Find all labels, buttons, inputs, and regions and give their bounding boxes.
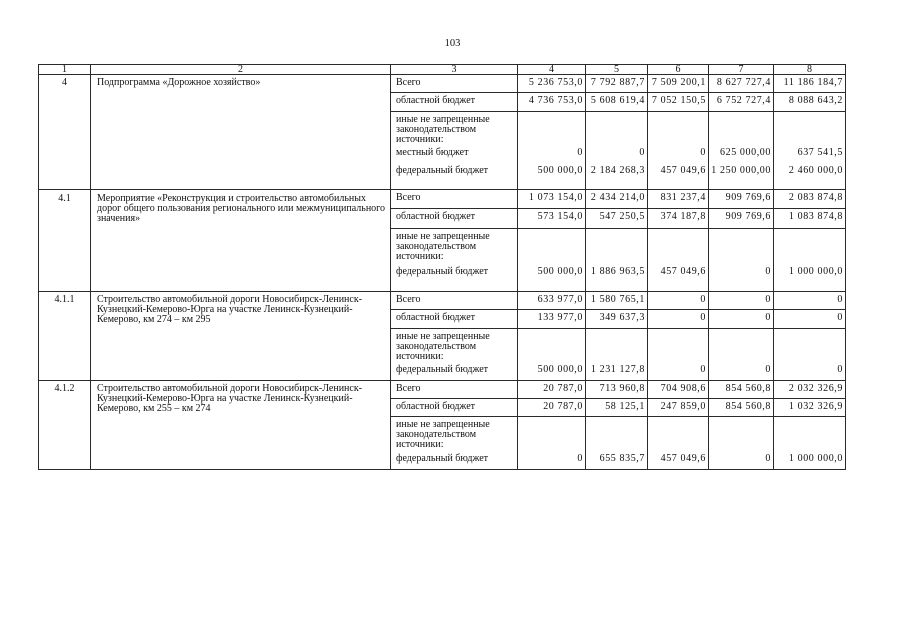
empty-cell — [648, 112, 709, 147]
regional-budget-label: областной бюджет — [391, 398, 518, 416]
other-sources-label-line: законодательством — [396, 241, 477, 252]
value-col-8: 1 000 000,0 — [774, 451, 846, 469]
value-col-7: 625 000,00 — [709, 147, 774, 163]
header-col-3: 3 — [391, 65, 518, 75]
group-number: 4.1 — [39, 190, 91, 292]
empty-cell — [518, 229, 586, 264]
value-col-5: 655 835,7 — [586, 451, 648, 469]
value-col-5: 349 637,3 — [586, 310, 648, 329]
local-budget-label: местный бюджет — [391, 147, 518, 163]
group-title-line: значения» — [97, 213, 141, 224]
value-col-8: 2 032 326,9 — [774, 380, 846, 398]
other-sources-label-line: законодательством — [396, 124, 477, 135]
other-sources-label-line: иные не запрещенные — [396, 418, 490, 430]
value-col-6: 247 859,0 — [648, 398, 709, 416]
regional-budget-label: областной бюджет — [391, 310, 518, 329]
empty-cell — [774, 112, 846, 147]
table-row — [39, 292, 846, 310]
federal-budget-label: федеральный бюджет — [391, 451, 518, 469]
header-col-1: 1 — [39, 65, 91, 75]
group-title-line: Кемерово, км 255 – км 274 — [97, 402, 211, 414]
other-sources-label-line: иные не запрещенные — [396, 114, 490, 125]
empty-cell — [586, 229, 648, 264]
value-col-4: 20 787,0 — [518, 380, 586, 398]
value-col-6: 0 — [648, 147, 709, 163]
value-col-5: 1 231 127,8 — [586, 362, 648, 380]
group-title — [91, 292, 391, 381]
value-col-5: 1 580 765,1 — [586, 292, 648, 310]
other-sources-label-line: источники: — [396, 134, 444, 145]
value-col-5: 5 608 619,4 — [586, 93, 648, 112]
empty-cell — [709, 329, 774, 363]
empty-cell — [709, 416, 774, 451]
group-title — [91, 190, 391, 292]
empty-cell — [709, 229, 774, 264]
value-col-4: 573 154,0 — [518, 209, 586, 229]
table-row — [39, 190, 846, 209]
total-label: Всего — [391, 380, 518, 398]
empty-cell — [586, 329, 648, 363]
group-number: 4.1.2 — [39, 380, 91, 469]
value-col-7: 0 — [709, 310, 774, 329]
value-col-5: 0 — [586, 147, 648, 163]
total-label: Всего — [391, 75, 518, 93]
value-col-6: 831 237,4 — [648, 190, 709, 209]
value-col-8: 11 186 184,7 — [774, 75, 846, 93]
value-col-8: 2 460 000,0 — [774, 163, 846, 190]
group-title-line: Кемерово, км 274 – км 295 — [97, 314, 211, 325]
federal-budget-label: федеральный бюджет — [391, 264, 518, 292]
value-col-6: 374 187,8 — [648, 209, 709, 229]
value-col-8: 0 — [774, 292, 846, 310]
value-col-7: 0 — [709, 264, 774, 292]
group-number: 4 — [39, 75, 91, 190]
value-col-4: 4 736 753,0 — [518, 93, 586, 112]
value-col-7: 854 560,8 — [709, 380, 774, 398]
other-sources-label-line: источники: — [396, 351, 444, 362]
value-col-4: 0 — [518, 147, 586, 163]
group-title-line: Мероприятие «Реконструкция и строительство автомобильных — [97, 193, 366, 204]
empty-cell — [518, 329, 586, 363]
value-col-8: 637 541,5 — [774, 147, 846, 163]
value-col-6: 0 — [648, 292, 709, 310]
group-title-line: Кузнецкий-Кемерово-Юрга на участке Ленинск-Кузнецкий- — [97, 304, 353, 315]
regional-budget-label: областной бюджет — [391, 209, 518, 229]
empty-cell — [518, 416, 586, 451]
value-col-8: 0 — [774, 310, 846, 329]
value-col-5: 7 792 887,7 — [586, 75, 648, 93]
empty-cell — [774, 329, 846, 363]
value-col-6: 457 049,6 — [648, 264, 709, 292]
other-sources-label-line: иные не запрещенные — [396, 331, 490, 342]
value-col-4: 133 977,0 — [518, 310, 586, 329]
value-col-4: 500 000,0 — [518, 264, 586, 292]
federal-budget-label: федеральный бюджет — [391, 163, 518, 190]
page-number: 103 — [444, 38, 461, 49]
value-col-8: 8 088 643,2 — [774, 93, 846, 112]
empty-cell — [586, 416, 648, 451]
empty-cell — [648, 329, 709, 363]
header-col-4: 4 — [518, 65, 586, 75]
value-col-8: 1 000 000,0 — [774, 264, 846, 292]
regional-budget-label: областной бюджет — [391, 93, 518, 112]
other-sources-label — [391, 329, 518, 363]
value-col-7: 0 — [709, 362, 774, 380]
value-col-6: 704 908,6 — [648, 380, 709, 398]
group-title-line: Подпрограмма «Дорожное хозяйство» — [97, 77, 261, 88]
empty-cell — [709, 112, 774, 147]
empty-cell — [586, 112, 648, 147]
group-number: 4.1.1 — [39, 292, 91, 381]
header-col-8: 8 — [774, 65, 846, 75]
value-col-8: 1 032 326,9 — [774, 398, 846, 416]
value-col-4: 5 236 753,0 — [518, 75, 586, 93]
table-row — [39, 380, 846, 398]
total-label: Всего — [391, 190, 518, 209]
header-col-6: 6 — [648, 65, 709, 75]
other-sources-label — [391, 112, 518, 147]
empty-cell — [518, 112, 586, 147]
value-col-7: 8 627 727,4 — [709, 75, 774, 93]
value-col-5: 713 960,8 — [586, 380, 648, 398]
value-col-4: 20 787,0 — [518, 398, 586, 416]
table-row — [39, 75, 846, 93]
value-col-5: 547 250,5 — [586, 209, 648, 229]
value-col-4: 1 073 154,0 — [518, 190, 586, 209]
empty-cell — [774, 416, 846, 451]
value-col-7: 909 769,6 — [709, 209, 774, 229]
other-sources-label-line: иные не запрещенные — [396, 231, 490, 242]
value-col-4: 633 977,0 — [518, 292, 586, 310]
header-col-7: 7 — [709, 65, 774, 75]
value-col-6: 7 509 200,1 — [648, 75, 709, 93]
other-sources-label — [391, 416, 518, 451]
value-col-7: 0 — [709, 292, 774, 310]
value-col-4: 0 — [518, 451, 586, 469]
value-col-6: 457 049,6 — [648, 163, 709, 190]
other-sources-label-line: законодательством — [396, 428, 477, 440]
total-label: Всего — [391, 292, 518, 310]
empty-cell — [774, 229, 846, 264]
empty-cell — [648, 416, 709, 451]
group-title-line: дорог общего пользования регионального или межмуниципального — [97, 203, 386, 214]
group-title — [91, 380, 391, 469]
other-sources-label-line: источники: — [396, 251, 444, 262]
value-col-7: 1 250 000,00 — [709, 163, 774, 190]
group-title-line: Строительство автомобильной дороги Новосибирск-Ленинск- — [97, 382, 363, 394]
group-title-line: Кузнецкий-Кемерово-Юрга на участке Ленинск-Кузнецкий- — [97, 392, 353, 404]
value-col-6: 0 — [648, 310, 709, 329]
value-col-7: 854 560,8 — [709, 398, 774, 416]
value-col-7: 909 769,6 — [709, 190, 774, 209]
value-col-7: 6 752 727,4 — [709, 93, 774, 112]
value-col-6: 0 — [648, 362, 709, 380]
value-col-6: 7 052 150,5 — [648, 93, 709, 112]
header-col-5: 5 — [586, 65, 648, 75]
other-sources-label-line: источники: — [396, 438, 444, 450]
value-col-7: 0 — [709, 451, 774, 469]
group-title — [91, 75, 391, 190]
header-col-2: 2 — [91, 65, 391, 75]
value-col-5: 1 886 963,5 — [586, 264, 648, 292]
budget-table — [38, 64, 846, 470]
value-col-5: 58 125,1 — [586, 398, 648, 416]
value-col-6: 457 049,6 — [648, 451, 709, 469]
value-col-5: 2 184 268,3 — [586, 163, 648, 190]
federal-budget-label: федеральный бюджет — [391, 362, 518, 380]
value-col-8: 0 — [774, 362, 846, 380]
value-col-8: 2 083 874,8 — [774, 190, 846, 209]
empty-cell — [648, 229, 709, 264]
header-row — [39, 65, 846, 75]
value-col-4: 500 000,0 — [518, 362, 586, 380]
value-col-5: 2 434 214,0 — [586, 190, 648, 209]
group-title-line: Строительство автомобильной дороги Новосибирск-Ленинск- — [97, 294, 363, 305]
other-sources-label-line: законодательством — [396, 341, 477, 352]
value-col-8: 1 083 874,8 — [774, 209, 846, 229]
value-col-4: 500 000,0 — [518, 163, 586, 190]
other-sources-label — [391, 229, 518, 264]
